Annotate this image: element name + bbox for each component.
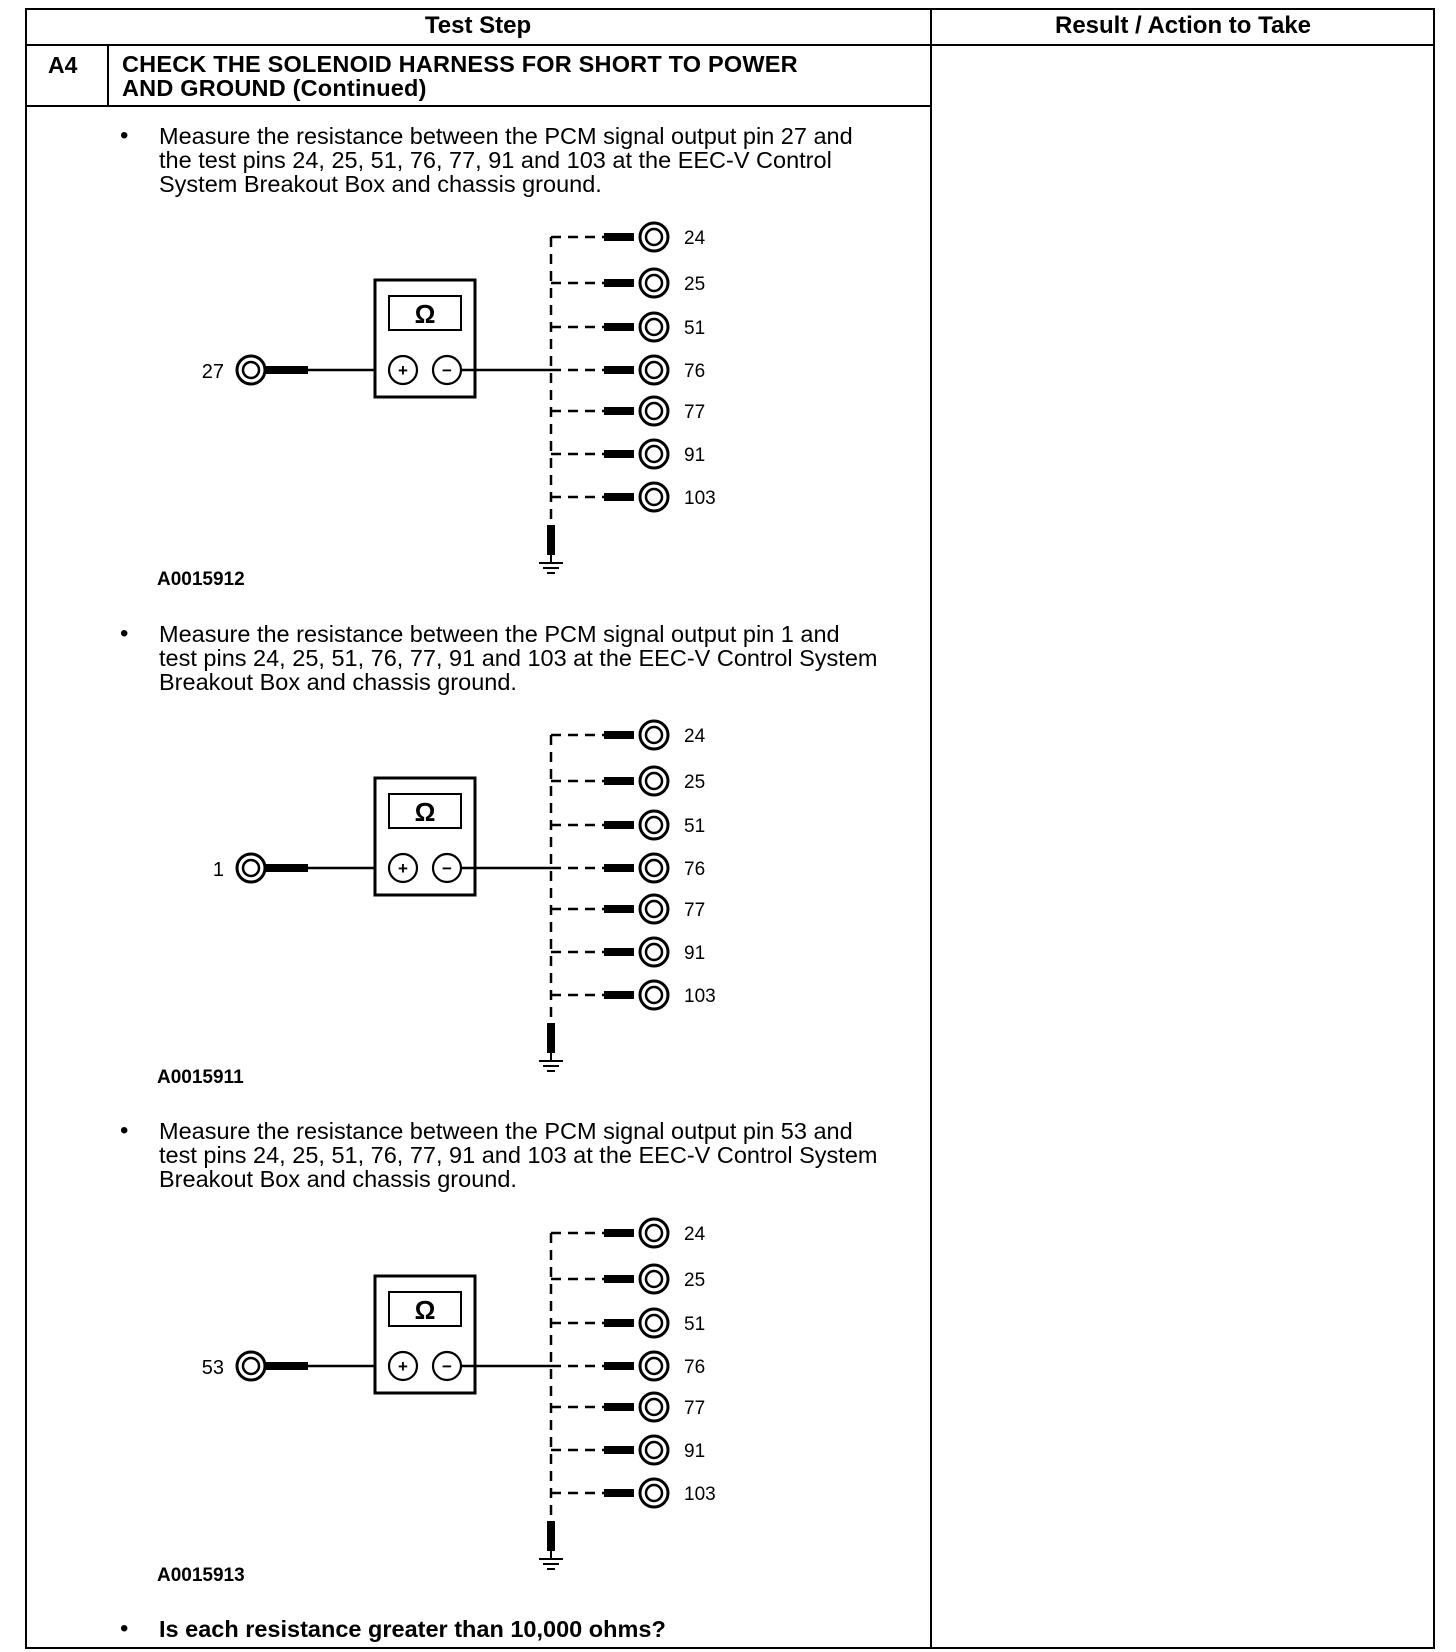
figure-ref-2: A0015911 xyxy=(157,1067,244,1088)
test-pin-label: 76 xyxy=(684,361,706,382)
wiring-diagram-svg xyxy=(0,1201,900,1581)
test-jack-outer xyxy=(640,1479,668,1507)
test-jack-inner xyxy=(646,1442,662,1458)
test-jack-inner xyxy=(646,275,662,291)
probe-tip xyxy=(604,1403,634,1411)
test-jack-inner xyxy=(646,1399,662,1415)
test-jack-outer xyxy=(640,981,668,1009)
test-jack-outer xyxy=(640,1352,668,1380)
test-pin-label: 77 xyxy=(684,900,706,921)
negative-symbol: − xyxy=(442,859,452,878)
test-jack-outer xyxy=(640,854,668,882)
negative-symbol: − xyxy=(442,361,452,380)
header-test-step: Test Step xyxy=(424,12,532,39)
probe-tip xyxy=(604,777,634,785)
test-pin-label: 25 xyxy=(684,1270,706,1291)
test-pin-label: 51 xyxy=(684,816,706,837)
probe-tip xyxy=(604,1275,634,1283)
test-pin-label: 76 xyxy=(684,859,706,880)
test-pin-label: 77 xyxy=(684,1398,706,1419)
ohm-symbol: Ω xyxy=(414,1295,436,1325)
step-id-divider xyxy=(107,44,109,106)
test-jack-outer xyxy=(640,356,668,384)
ground-probe xyxy=(547,1023,555,1053)
positive-symbol: + xyxy=(398,859,408,878)
test-jack-outer xyxy=(640,1265,668,1293)
source-jack-outer xyxy=(237,854,265,882)
probe-tip xyxy=(604,450,634,458)
header-divider xyxy=(25,44,1435,46)
test-pin-label: 103 xyxy=(684,1484,716,1505)
bullet-2: • xyxy=(120,620,129,647)
test-jack-inner xyxy=(646,944,662,960)
test-jack-inner xyxy=(646,489,662,505)
probe-tip xyxy=(604,493,634,501)
source-jack-inner xyxy=(243,1358,259,1374)
wiring-diagram-svg xyxy=(0,205,900,585)
probe-tip xyxy=(604,821,634,829)
test-jack-inner xyxy=(646,1485,662,1501)
positive-symbol: + xyxy=(398,1357,408,1376)
test-jack-outer xyxy=(640,223,668,251)
test-jack-outer xyxy=(640,938,668,966)
probe-tip xyxy=(604,948,634,956)
step-title-line-1: CHECK THE SOLENOID HARNESS FOR SHORT TO POWER xyxy=(122,51,798,77)
test-pin-label: 103 xyxy=(684,986,716,1007)
test-jack-inner xyxy=(646,1271,662,1287)
negative-symbol: − xyxy=(442,1357,452,1376)
bullet-1: • xyxy=(120,122,129,149)
test-jack-outer xyxy=(640,440,668,468)
bullet-question: • xyxy=(120,1615,129,1642)
probe-tip xyxy=(604,1446,634,1454)
test-pin-label: 24 xyxy=(684,726,706,747)
test-jack-inner xyxy=(646,773,662,789)
source-pin-label: 27 xyxy=(201,361,224,383)
test-jack-outer xyxy=(640,1309,668,1337)
test-jack-outer xyxy=(640,895,668,923)
figure-ref-1: A0015912 xyxy=(157,569,245,590)
test-jack-inner xyxy=(646,319,662,335)
instruction-3: Measure the resistance between the PCM signal output pin 53 and test pins 24, 25, 51, 76, 77, 91 and 103 at the EEC-V Control System Breakout Box and chassis ground. xyxy=(159,1118,878,1192)
probe-tip xyxy=(604,1489,634,1497)
bullet-3: • xyxy=(120,1117,129,1144)
test-jack-inner xyxy=(646,229,662,245)
probe-tip xyxy=(604,1362,634,1370)
test-jack-inner xyxy=(646,1225,662,1241)
test-jack-inner xyxy=(646,987,662,1003)
probe-tip xyxy=(604,323,634,331)
test-jack-inner xyxy=(646,1358,662,1374)
test-jack-outer xyxy=(640,397,668,425)
test-jack-inner xyxy=(646,817,662,833)
resistance-diagram-2 xyxy=(0,703,900,1088)
test-pin-label: 103 xyxy=(684,488,716,509)
column-divider xyxy=(930,8,932,1649)
test-jack-inner xyxy=(646,403,662,419)
probe-tip xyxy=(604,279,634,287)
test-pin-label: 51 xyxy=(684,1314,706,1335)
step-title-divider xyxy=(25,105,931,107)
source-pin-label: 1 xyxy=(212,859,224,881)
ground-probe xyxy=(547,525,555,555)
probe-tip xyxy=(604,1229,634,1237)
test-jack-outer xyxy=(640,811,668,839)
test-jack-outer xyxy=(640,721,668,749)
instruction-2: Measure the resistance between the PCM signal output pin 1 and test pins 24, 25, 51, 76, 77, 91 and 103 at the EEC-V Control System Breakout Box and chassis ground. xyxy=(159,621,878,695)
test-jack-outer xyxy=(640,767,668,795)
probe-tip xyxy=(604,905,634,913)
test-jack-outer xyxy=(640,269,668,297)
source-jack-outer xyxy=(237,356,265,384)
test-pin-label: 91 xyxy=(684,445,706,466)
ohm-symbol: Ω xyxy=(414,797,436,827)
positive-symbol: + xyxy=(398,361,408,380)
test-pin-label: 51 xyxy=(684,318,706,339)
figure-ref-3: A0015913 xyxy=(157,1565,245,1586)
ground-probe xyxy=(547,1521,555,1551)
test-jack-outer xyxy=(640,1393,668,1421)
test-pin-label: 76 xyxy=(684,1357,706,1378)
resistance-diagram-3 xyxy=(0,1201,900,1586)
step-title-line-2: AND GROUND (Continued) xyxy=(122,75,427,101)
resistance-question: Is each resistance greater than 10,000 ohms? xyxy=(159,1616,666,1642)
probe-tip xyxy=(604,991,634,999)
source-pin-label: 53 xyxy=(201,1357,224,1379)
header-result-action: Result / Action to Take xyxy=(1054,12,1312,39)
resistance-diagram-1 xyxy=(0,205,900,590)
source-jack-inner xyxy=(243,860,259,876)
test-pin-label: 91 xyxy=(684,1441,706,1462)
test-jack-inner xyxy=(646,362,662,378)
test-jack-outer xyxy=(640,313,668,341)
test-jack-outer xyxy=(640,483,668,511)
test-pin-label: 24 xyxy=(684,228,706,249)
test-jack-inner xyxy=(646,727,662,743)
test-jack-outer xyxy=(640,1219,668,1247)
test-pin-label: 25 xyxy=(684,772,706,793)
test-jack-outer xyxy=(640,1436,668,1464)
test-jack-inner xyxy=(646,1315,662,1331)
step-id: A4 xyxy=(48,52,78,78)
probe-tip xyxy=(604,864,634,872)
test-pin-label: 77 xyxy=(684,402,706,423)
wiring-diagram-svg xyxy=(0,703,900,1083)
test-jack-inner xyxy=(646,446,662,462)
test-jack-inner xyxy=(646,860,662,876)
ohm-symbol: Ω xyxy=(414,299,436,329)
instruction-1: Measure the resistance between the PCM signal output pin 27 and the test pins 24, 25, 51, 76, 77, 91 and 103 at the EEC-V Control System Breakout Box and chassis ground. xyxy=(159,123,853,197)
probe-tip xyxy=(604,1319,634,1327)
source-jack-inner xyxy=(243,362,259,378)
test-jack-inner xyxy=(646,901,662,917)
probe-tip xyxy=(604,233,634,241)
test-pin-label: 24 xyxy=(684,1224,706,1245)
test-pin-label: 91 xyxy=(684,943,706,964)
probe-tip xyxy=(604,366,634,374)
test-pin-label: 25 xyxy=(684,274,706,295)
probe-tip xyxy=(604,731,634,739)
step-title xyxy=(122,52,922,100)
probe-tip xyxy=(604,407,634,415)
source-jack-outer xyxy=(237,1352,265,1380)
